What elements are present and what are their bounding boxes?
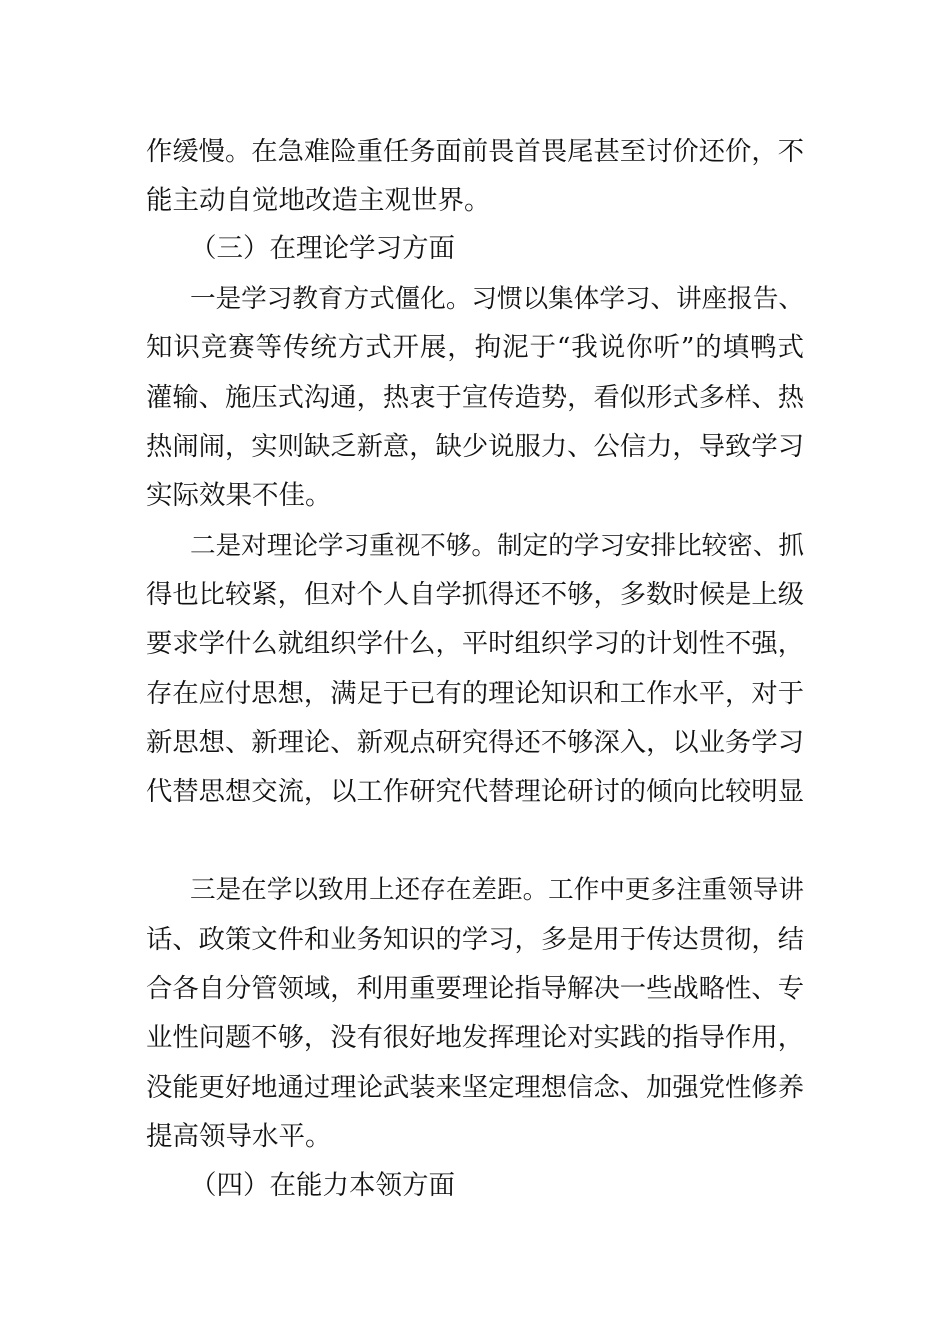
text-line [0, 674, 950, 714]
text-line-content: 话、政策文件和业务知识的学习，多是用于传达贯彻，结 [146, 925, 804, 955]
text-line [0, 328, 950, 368]
text-line-content: 代替思想交流，以工作研究代替理论研讨的倾向比较明显 [146, 777, 804, 807]
text-line [0, 723, 950, 763]
text-line-content: 知识竞赛等传统方式开展，拘泥于“我说你听”的填鸭式 [146, 332, 804, 363]
text-line-content: 业性问题不够，没有很好地发挥理论对实践的指导作用， [146, 1023, 804, 1053]
text-line [0, 476, 950, 516]
text-line-content: 三是在学以致用上还存在差距。工作中更多注重领导讲 [190, 875, 804, 905]
text-line [0, 1018, 950, 1058]
text-line [0, 870, 950, 910]
text-line-content: 没能更好地通过理论武装来坚定理想信念、加强党性修养 [146, 1073, 804, 1103]
text-line [0, 526, 950, 566]
text-line-content: 得也比较紧，但对个人自学抓得还不够，多数时候是上级 [146, 580, 804, 610]
text-line-content: 新思想、新理论、新观点研究得还不够深入，以业务学习 [146, 728, 804, 758]
text-line [0, 969, 950, 1009]
text-line-content: 提高领导水平。 [146, 1121, 332, 1152]
text-line-content: 热闹闹，实则缺乏新意，缺少说服力、公信力，导致学习 [146, 432, 804, 462]
text-line [0, 575, 950, 615]
text-line [0, 132, 950, 172]
section-heading [0, 229, 950, 269]
text-line-content: 二是对理论学习重视不够。制定的学习安排比较密、抓 [190, 531, 804, 561]
text-line [0, 279, 950, 319]
section-heading-text: （四）在能力本领方面 [190, 1170, 455, 1201]
text-line-content: 实际效果不佳。 [146, 480, 332, 511]
text-line [0, 1068, 950, 1108]
text-line [0, 427, 950, 467]
text-line-content: 作缓慢。在急难险重任务面前畏首畏尾甚至讨价还价，不 [146, 137, 804, 167]
text-line [0, 772, 950, 812]
text-line-content: 存在应付思想，满足于已有的理论知识和工作水平，对于 [146, 679, 804, 709]
text-line [0, 1117, 950, 1157]
section-heading [0, 1166, 950, 1206]
text-line [0, 624, 950, 664]
text-line [0, 920, 950, 960]
text-line-content: 能主动自觉地改造主观世界。 [146, 185, 491, 216]
text-line-content: 灌输、施压式沟通，热衷于宣传造势，看似形式多样、热 [146, 383, 804, 413]
section-heading-text: （三）在理论学习方面 [190, 233, 455, 264]
text-line [0, 181, 950, 221]
text-line-content: 合各自分管领域，利用重要理论指导解决一些战略性、专 [146, 974, 804, 1004]
text-line-content: 一是学习教育方式僵化。习惯以集体学习、讲座报告、 [190, 284, 804, 314]
text-line-content: 要求学什么就组织学什么，平时组织学习的计划性不强， [146, 629, 804, 659]
text-line [0, 378, 950, 418]
